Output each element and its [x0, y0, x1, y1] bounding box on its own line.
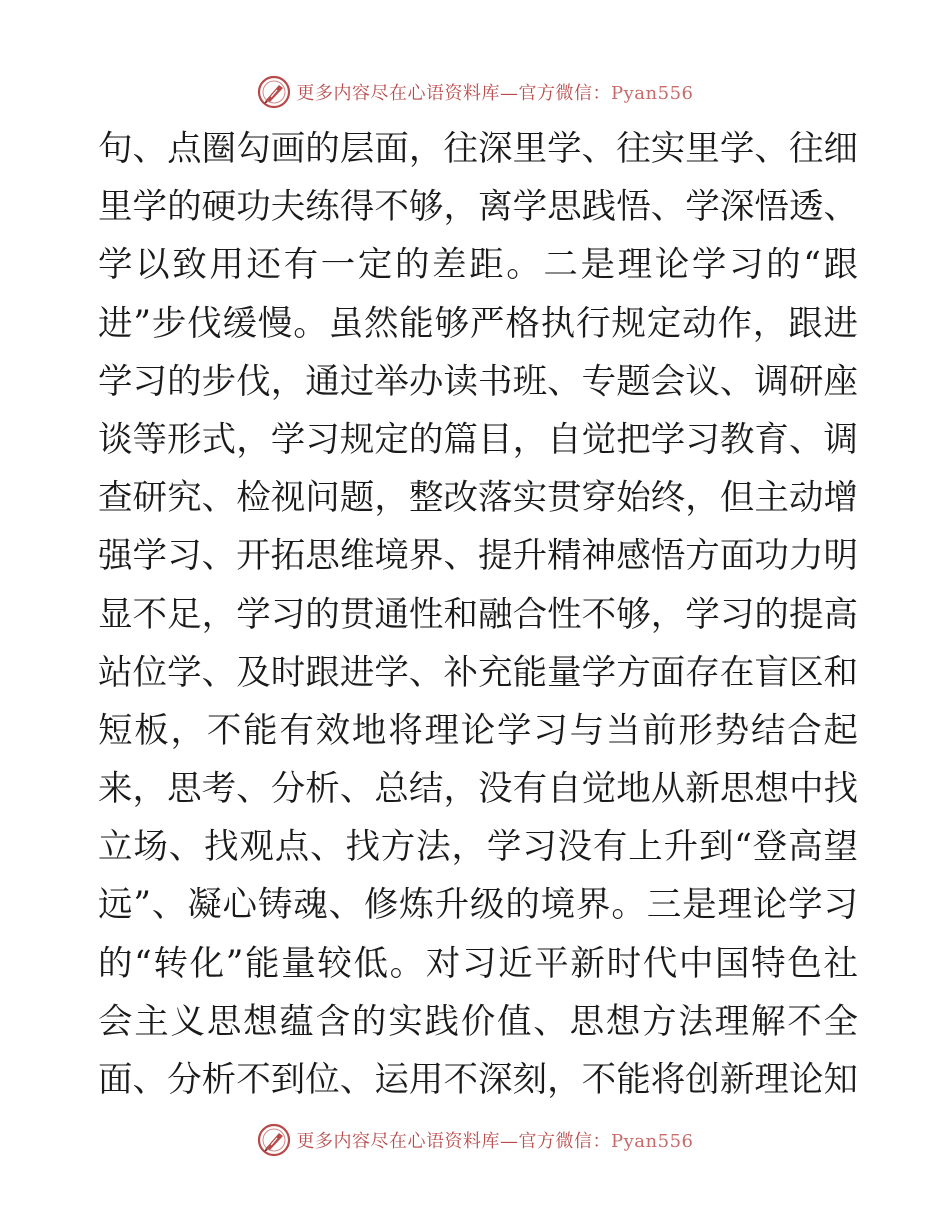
footer-banner-contact-id: Pyan556	[611, 1131, 694, 1152]
header-banner-contact-label: 官方微信：	[518, 83, 612, 104]
body-line: 显不足，学习的贯通性和融合性不够，学习的提高	[98, 594, 858, 635]
body-line: 句、点圈勾画的层面，往深里学、往实里学、往细	[98, 129, 858, 169]
header-banner-title: 更多内容尽在心语资料库	[296, 83, 501, 104]
footer-banner-contact-label: 官方微信：	[518, 1131, 612, 1152]
body-line: 强学习、开拓思维境界、提升精神感悟方面功力明	[98, 536, 858, 577]
body-line: 的“转化”能量较低。对习近平新时代中国特色社	[98, 943, 858, 984]
quill-pen-logo-icon	[257, 75, 291, 109]
body-line: 面、分析不到位、运用不深刻，不能将创新理论知	[98, 1060, 858, 1100]
footer-banner	[0, 1120, 950, 1160]
header-banner-separator: —	[500, 83, 519, 104]
footer-banner-separator: —	[500, 1131, 519, 1152]
header-banner	[0, 72, 950, 112]
body-line: 立场、找观点、找方法，学习没有上升到“登高望	[98, 827, 858, 868]
footer-banner-text	[297, 1127, 694, 1153]
body-line: 短板，不能有效地将理论学习与当前形势结合起	[98, 710, 858, 751]
body-line: 学习的步伐，通过举办读书班、专题会议、调研座	[98, 361, 858, 402]
body-line: 学以致用还有一定的差距。二是理论学习的“跟	[98, 245, 858, 286]
body-line: 查研究、检视问题，整改落实贯穿始终，但主动增	[98, 478, 858, 519]
quill-pen-logo-icon	[257, 1123, 291, 1157]
body-line: 进”步伐缓慢。虽然能够严格执行规定动作，跟进	[98, 303, 858, 344]
body-line: 远”、凝心铸魂、修炼升级的境界。三是理论学习	[98, 885, 858, 926]
document-body	[98, 120, 858, 1109]
header-banner-text	[297, 79, 694, 105]
body-line: 来，思考、分析、总结，没有自觉地从新思想中找	[98, 769, 858, 810]
body-line: 里学的硬功夫练得不够，离学思践悟、学深悟透、	[98, 187, 858, 228]
body-line: 站位学、及时跟进学、补充能量学方面存在盲区和	[98, 652, 858, 693]
footer-banner-title: 更多内容尽在心语资料库	[296, 1131, 501, 1152]
header-banner-contact-id: Pyan556	[611, 83, 694, 104]
body-line: 会主义思想蕴含的实践价值、思想方法理解不全	[98, 1001, 858, 1042]
body-line: 谈等形式，学习规定的篇目，自觉把学习教育、调	[98, 419, 858, 460]
